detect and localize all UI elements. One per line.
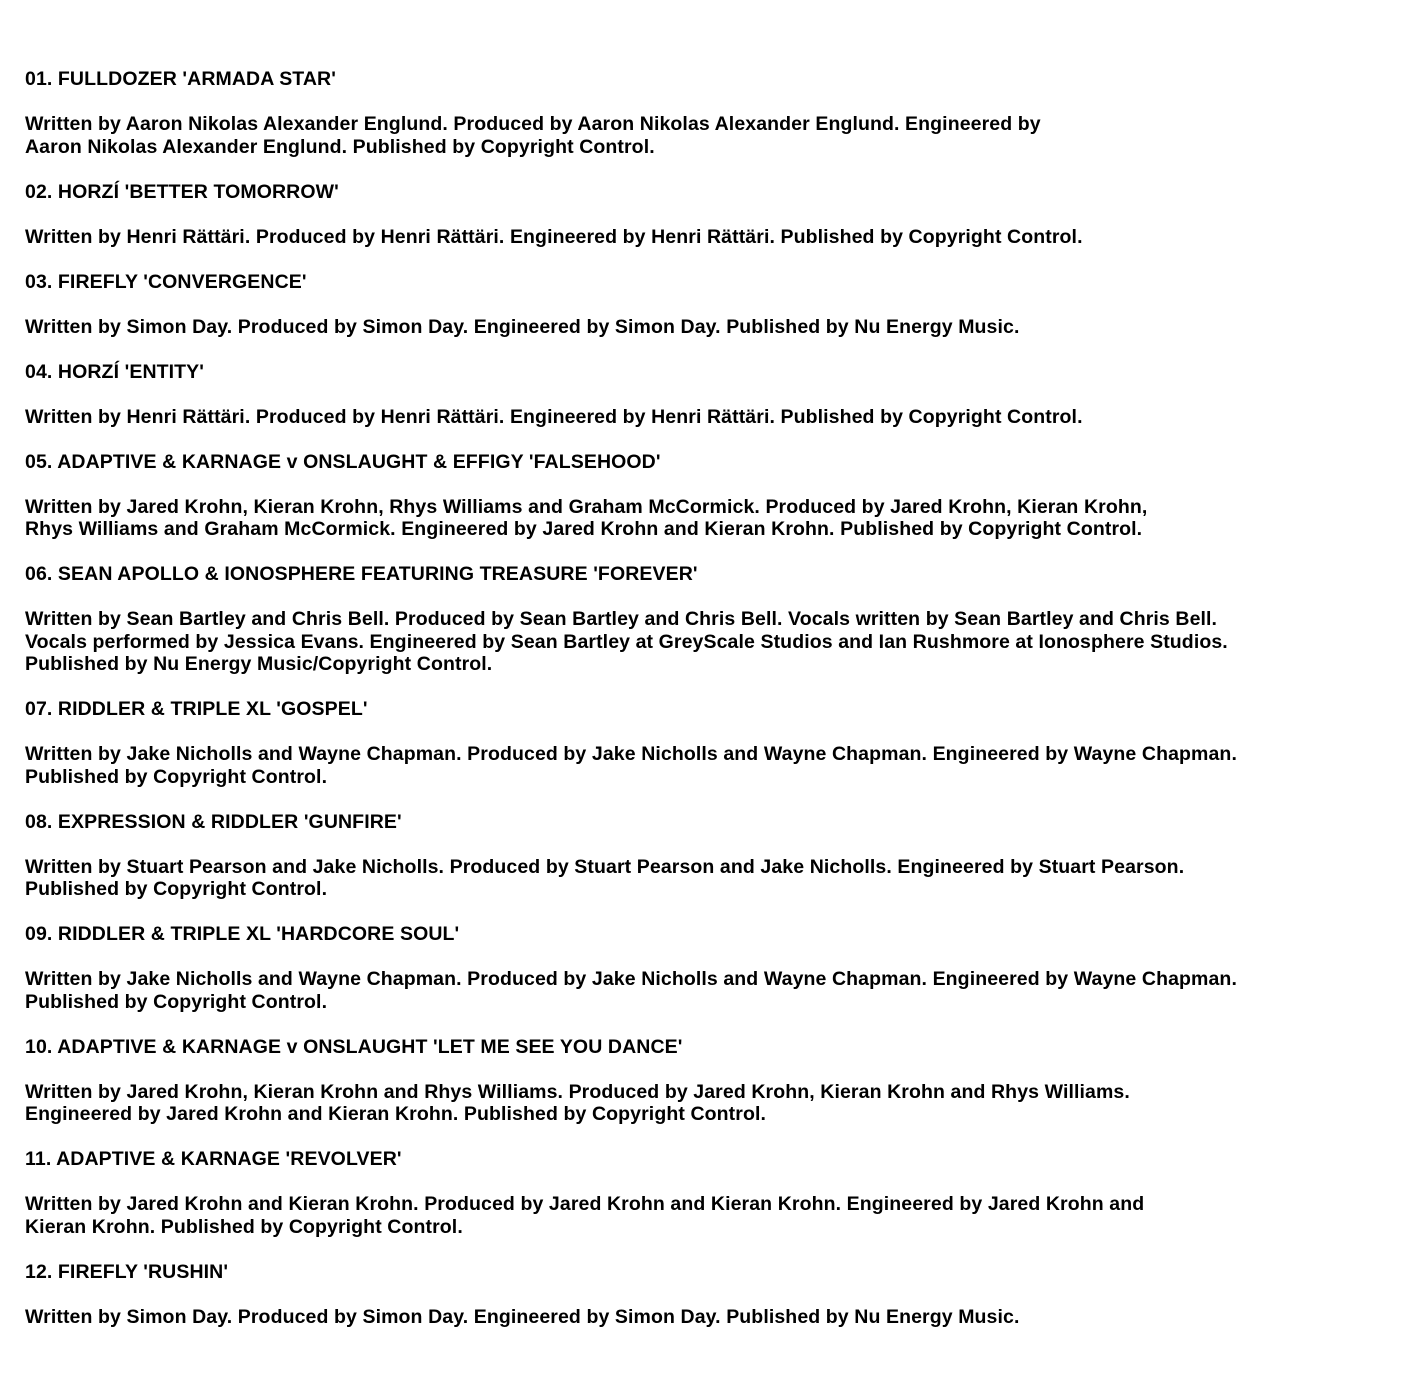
track-title: 08. EXPRESSION & RIDDLER 'GUNFIRE' — [25, 810, 402, 833]
credit-line: Published by Copyright Control. — [25, 990, 328, 1013]
track-entry — [25, 181, 1415, 249]
track-credits — [25, 226, 1415, 249]
credit-line: Written by Jared Krohn, Kieran Krohn, Rhys Williams and Graham McCormick. Produced by Jared Krohn, Kieran Krohn, — [25, 495, 1148, 518]
track-credits — [25, 406, 1415, 429]
track-title: 03. FIREFLY 'CONVERGENCE' — [25, 270, 307, 293]
track-entry — [25, 1261, 1415, 1329]
track-credits — [25, 113, 1415, 158]
credit-line: Rhys Williams and Graham McCormick. Engineered by Jared Krohn and Kieran Krohn. Published by Copyright Control. — [25, 518, 1143, 540]
track-title: 06. SEAN APOLLO & IONOSPHERE FEATURING TREASURE 'FOREVER' — [25, 563, 698, 585]
track-credits — [25, 856, 1415, 901]
track-credits — [25, 608, 1415, 676]
credit-line: Written by Simon Day. Produced by Simon Day. Engineered by Simon Day. Published by Nu Energy Music. — [25, 1305, 1020, 1328]
credit-line: Written by Jake Nicholls and Wayne Chapman. Produced by Jake Nicholls and Wayne Chapman. Engineered by Wayne Chapman. — [25, 968, 1237, 990]
credit-line: Vocals performed by Jessica Evans. Engineered by Sean Bartley at GreyScale Studios and Ian Rushmore at Ionosphere Studios. — [25, 630, 1228, 653]
track-title: 01. FULLDOZER 'ARMADA STAR' — [25, 68, 336, 90]
track-credits — [25, 1193, 1415, 1238]
credit-line: Written by Henri Rättäri. Produced by Henri Rättäri. Engineered by Henri Rättäri. Published by Copyright Control. — [25, 405, 1083, 428]
track-entry — [25, 68, 1415, 158]
track-entry — [25, 698, 1415, 788]
credit-line: Written by Jared Krohn and Kieran Krohn. Produced by Jared Krohn and Kieran Krohn. Engineered by Jared Krohn and — [25, 1193, 1145, 1215]
track-title: 04. HORZÍ 'ENTITY' — [25, 360, 205, 383]
track-entry — [25, 563, 1415, 676]
track-entry — [25, 361, 1415, 429]
credit-line: Aaron Nikolas Alexander Englund. Published by Copyright Control. — [25, 135, 655, 158]
track-title: 09. RIDDLER & TRIPLE XL 'HARDCORE SOUL' — [25, 923, 460, 945]
track-entry — [25, 923, 1415, 1013]
credit-line: Published by Copyright Control. — [25, 765, 328, 788]
credit-line: Engineered by Jared Krohn and Kieran Krohn. Published by Copyright Control. — [25, 1103, 766, 1125]
track-credits — [25, 743, 1415, 788]
track-credits — [25, 968, 1415, 1013]
track-credits — [25, 316, 1415, 339]
credit-line: Published by Copyright Control. — [25, 878, 328, 900]
track-entry — [25, 1148, 1415, 1238]
track-entry — [25, 1036, 1415, 1126]
credit-line: Published by Nu Energy Music/Copyright Control. — [25, 653, 493, 675]
track-title: 05. ADAPTIVE & KARNAGE v ONSLAUGHT & EFFIGY 'FALSEHOOD' — [25, 450, 661, 473]
credit-line: Written by Simon Day. Produced by Simon Day. Engineered by Simon Day. Published by Nu Energy Music. — [25, 315, 1020, 338]
track-title: 12. FIREFLY 'RUSHIN' — [25, 1260, 229, 1283]
track-entry — [25, 451, 1415, 541]
track-credits-list — [25, 68, 1415, 1351]
track-entry — [25, 271, 1415, 339]
credit-line: Written by Jared Krohn, Kieran Krohn and Rhys Williams. Produced by Jared Krohn, Kieran Krohn and Rhys Williams. — [25, 1080, 1130, 1103]
track-credits — [25, 1081, 1415, 1126]
credit-line: Written by Henri Rättäri. Produced by Henri Rättäri. Engineered by Henri Rättäri. Published by Copyright Control. — [25, 225, 1083, 248]
track-title: 11. ADAPTIVE & KARNAGE 'REVOLVER' — [25, 1148, 402, 1170]
credit-line: Written by Stuart Pearson and Jake Nicholls. Produced by Stuart Pearson and Jake Nicholls. Engineered by Stuart Pearson. — [25, 855, 1185, 878]
credit-line: Written by Aaron Nikolas Alexander Englund. Produced by Aaron Nikolas Alexander Englund. Engineered by — [25, 113, 1041, 135]
credit-line: Kieran Krohn. Published by Copyright Control. — [25, 1215, 463, 1238]
track-title: 02. HORZÍ 'BETTER TOMORROW' — [25, 180, 339, 203]
track-entry — [25, 811, 1415, 901]
track-title: 07. RIDDLER & TRIPLE XL 'GOSPEL' — [25, 698, 368, 720]
credit-line: Written by Sean Bartley and Chris Bell. Produced by Sean Bartley and Chris Bell. Vocals written by Sean Bartley and Chris Bell. — [25, 608, 1218, 630]
track-credits — [25, 496, 1415, 541]
credit-line: Written by Jake Nicholls and Wayne Chapman. Produced by Jake Nicholls and Wayne Chapman. Engineered by Wayne Chapman. — [25, 743, 1237, 765]
track-title: 10. ADAPTIVE & KARNAGE v ONSLAUGHT 'LET ME SEE YOU DANCE' — [25, 1035, 683, 1058]
track-credits — [25, 1306, 1415, 1329]
